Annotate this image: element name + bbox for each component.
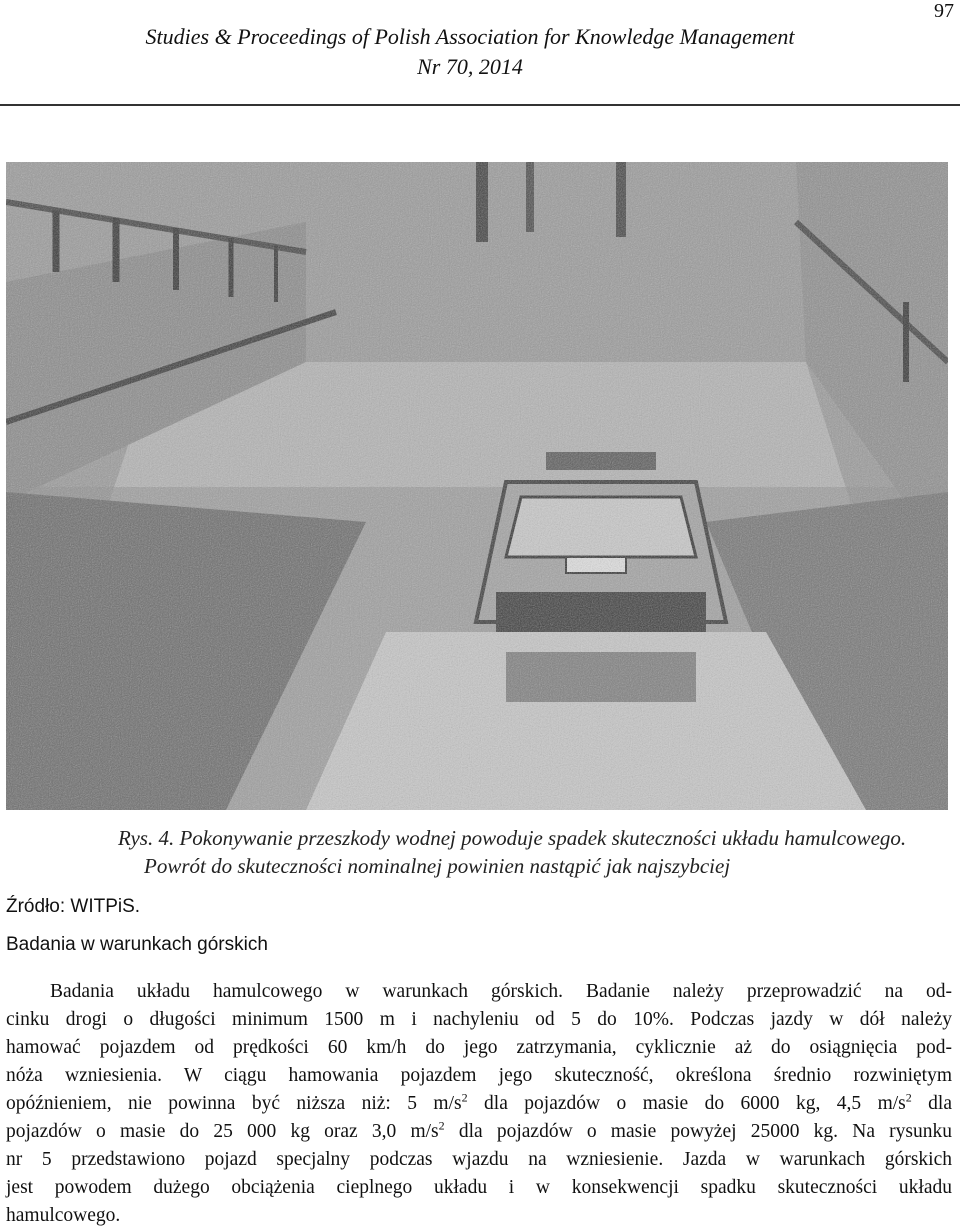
caption-line-1: Rys. 4. Pokonywanie przeszkody wodnej powoduje spadek skuteczności układu hamulcowego. [118,826,907,850]
paragraph-line: jest powodem dużego obciążenia cieplnego układu i w konsekwencji spadku skuteczności układu [6,1177,952,1198]
caption-line-2: Powrót do skuteczności nominalnej powinien nastąpić jak najszybciej [144,854,731,878]
header-rule [0,104,960,106]
superscript: 2 [461,1090,468,1105]
journal-issue: Nr 70, 2014 [417,54,523,79]
paragraph-line: hamulcowego. [6,1205,121,1226]
journal-title: Studies & Proceedings of Polish Association for Knowledge Management [145,24,795,49]
text-run: opóźnieniem, nie powinna być niższa niż: 5 m/s [6,1093,462,1114]
superscript: 2 [438,1118,445,1133]
section-heading: Badania w warunkach górskich [6,934,268,955]
journal-header [0,22,940,82]
paragraph-line: Badania układu hamulcowego w warunkach górskich. Badanie należy przeprowadzić na od- [50,981,952,1002]
figure-source: Źródło: WITPiS. [6,896,141,917]
paragraph-line: nr 5 przedstawiono pojazd specjalny podczas wjazdu na wzniesienie. Jazda w warunkach górskich [6,1149,952,1170]
page-number: 97 [934,0,954,22]
paragraph-line [6,1118,952,1146]
text-run: dla [911,1093,952,1114]
figure-caption [0,824,960,880]
paragraph-line: hamować pojazdem od prędkości 60 km/h do jego zatrzymania, cyklicznie aż do osiągnięcia pod- [6,1037,952,1058]
paragraph-line [6,1090,952,1118]
paragraph-line: cinku drogi o długości minimum 1500 m i nachyleniu od 5 do 10%. Podczas jazdy w dół należy [6,1009,952,1030]
photo-grain [6,162,948,810]
text-run: dla pojazdów o masie do 6000 kg, 4,5 m/s [467,1093,906,1114]
figure-photo [6,162,948,810]
text-run: pojazdów o masie do 25 000 kg oraz 3,0 m/s [6,1121,439,1142]
text-run: dla pojazdów o masie powyżej 25000 kg. Na rysunku [444,1121,952,1142]
paragraph-line: nóża wzniesienia. W ciągu hamowania pojazdem jego skuteczność, określona średnio rozwiniętym [6,1065,952,1086]
body-paragraph [6,978,952,1230]
superscript: 2 [905,1090,912,1105]
